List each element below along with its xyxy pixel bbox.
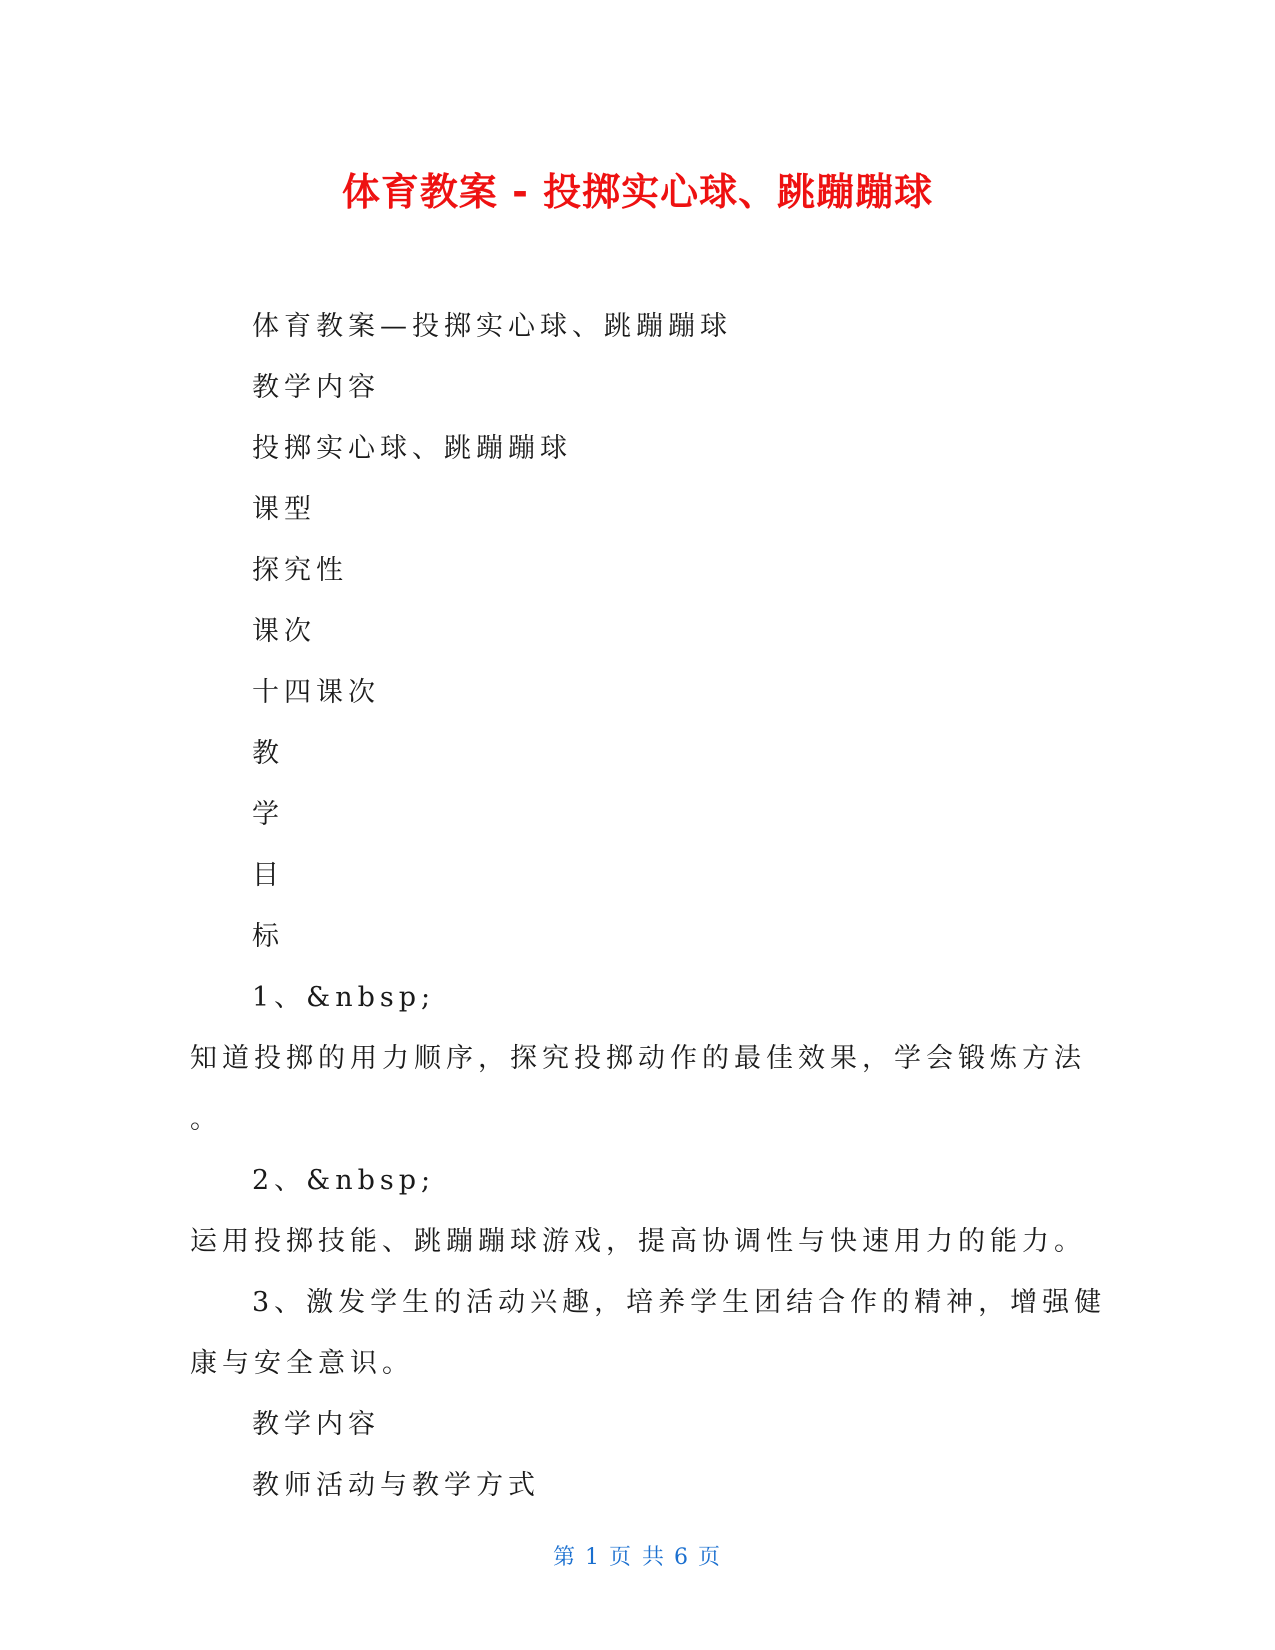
body-line: 教师活动与教学方式 <box>252 1470 540 1501</box>
footer-total-pages: 6 <box>674 1545 690 1570</box>
body-line: 投掷实心球、跳蹦蹦球 <box>252 433 572 464</box>
body-line: 学 <box>252 799 284 830</box>
body-line: 知道投掷的用力顺序，探究投掷动作的最佳效果，学会锻炼方法 <box>190 1043 1086 1074</box>
body-line: 。 <box>190 1104 222 1135</box>
body-line: 运用投掷技能、跳蹦蹦球游戏，提高协调性与快速用力的能力。 <box>190 1226 1086 1257</box>
body-line: 教 <box>252 738 284 769</box>
body-line: 3、激发学生的活动兴趣，培养学生团结合作的精神，增强健 <box>252 1287 1107 1318</box>
page-footer <box>0 1540 1275 1571</box>
footer-page-number: 1 <box>585 1545 601 1570</box>
body-line: 十四课次 <box>252 677 380 708</box>
body-line: 教学内容 <box>252 372 380 403</box>
footer-mid: 页 共 <box>609 1545 666 1570</box>
document-body <box>190 296 1107 1516</box>
footer-suffix: 页 <box>698 1545 723 1570</box>
body-line: 2、&nbsp; <box>252 1165 436 1196</box>
footer-prefix: 第 <box>552 1545 577 1570</box>
body-line: 课型 <box>252 494 316 525</box>
body-line: 1、&nbsp; <box>252 982 436 1013</box>
body-line: 探究性 <box>252 555 348 586</box>
body-line: 体育教案—投掷实心球、跳蹦蹦球 <box>252 311 732 342</box>
body-line: 教学内容 <box>252 1409 380 1440</box>
body-line: 目 <box>252 860 284 891</box>
document-title: 体育教案 - 投掷实心球、跳蹦蹦球 <box>341 170 934 214</box>
body-line: 康与安全意识。 <box>190 1348 414 1379</box>
body-line: 课次 <box>252 616 316 647</box>
body-line: 标 <box>252 921 284 952</box>
